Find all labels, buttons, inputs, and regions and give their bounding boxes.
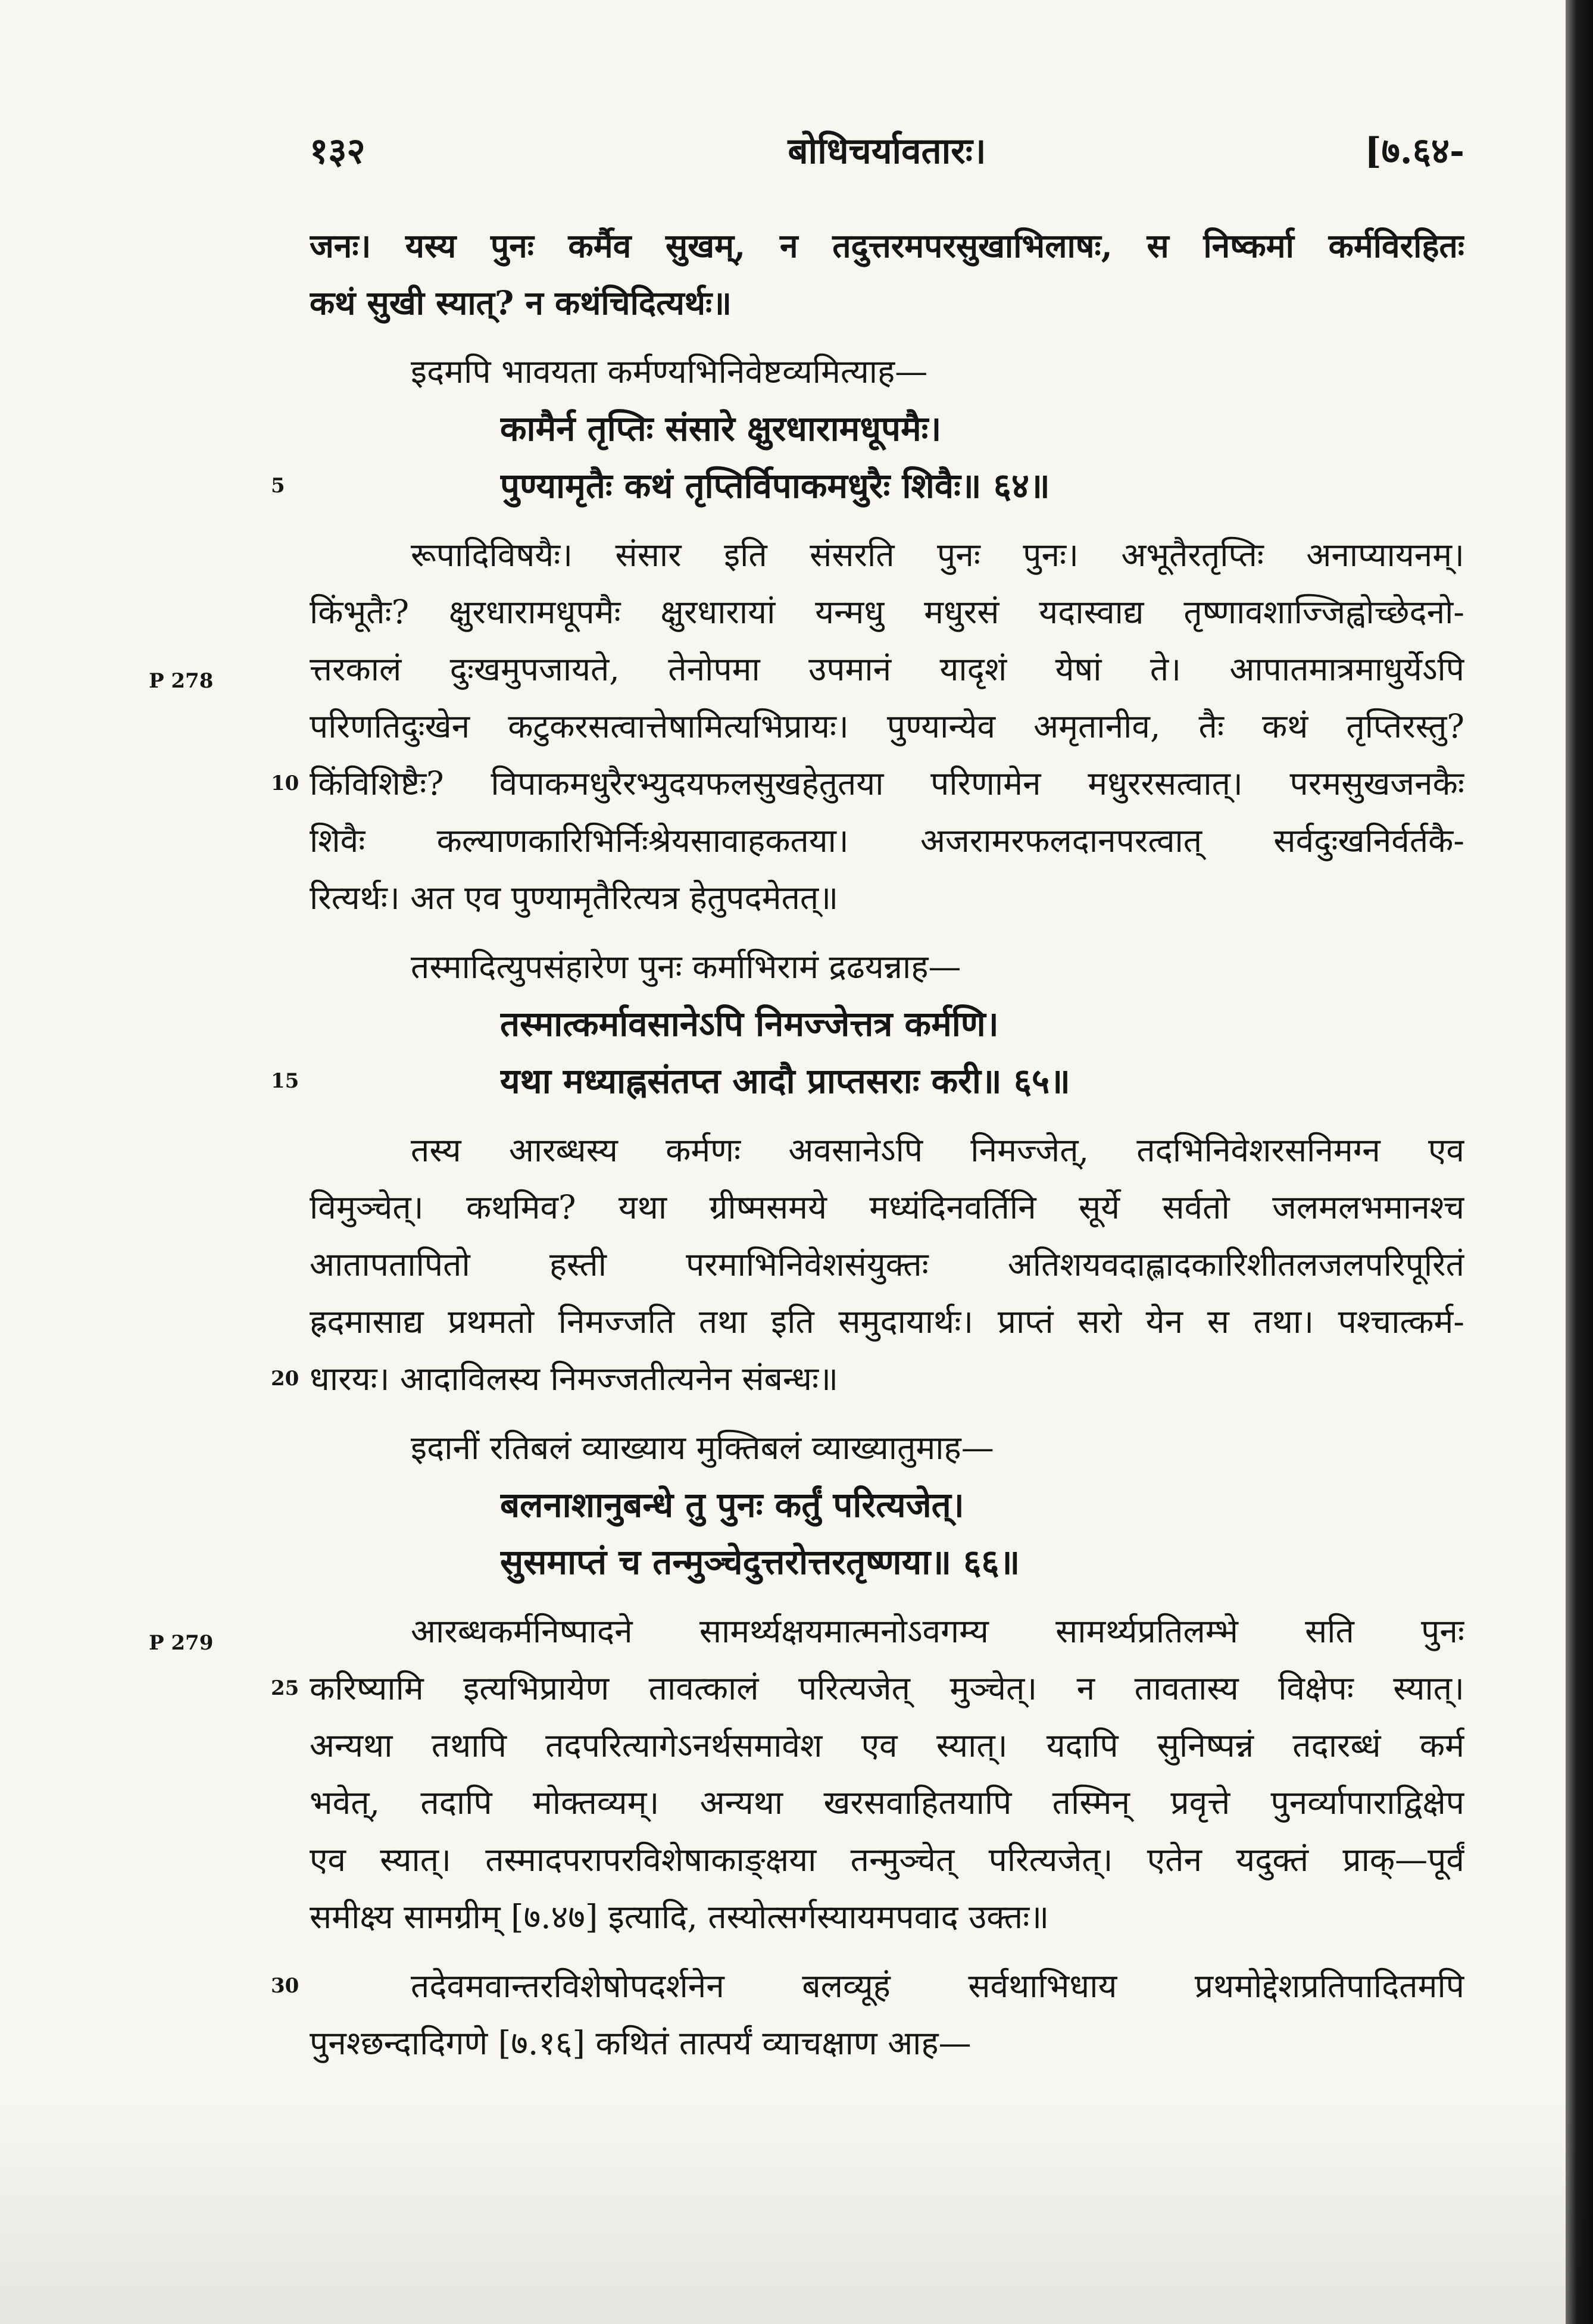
text-line: धारयः। आदाविलस्य निमज्जतीत्यनेन संबन्धः॥ (310, 1360, 839, 1398)
text-line: कथं सुखी स्यात्? न कथंचिदित्यर्थः॥ (310, 283, 732, 322)
verse-reference: [७.६४- (1364, 130, 1464, 172)
scan-bottom-shade (0, 2098, 1593, 2324)
verse-line: कामैर्न तृप्तिः संसारे क्षुरधारामधूपमैः। (500, 408, 942, 449)
line-number: 20 (271, 1367, 299, 1391)
verse-line: बलनाशानुबन्धे तु पुनः कर्तुं परित्यजेत्। (500, 1485, 964, 1525)
text-line: जनः। यस्य पुनः कर्मैव सुखम्, न तदुत्तरमपरसुखाभिलाषः, स निष्कर्मा कर्मविरहितः (310, 226, 1464, 265)
verse-line: पुण्यामृतैः कथं तृप्तिर्विपाकमधुरैः शिवैः॥ ६४॥ (500, 466, 1050, 506)
text-line: तदेवमवान्तरविशेषोपदर्शनेन बलव्यूहं सर्वथाभिधाय प्रथमोद्देशप्रतिपादितमपि (411, 1967, 1464, 2005)
verse-line: तस्मात्कर्मावसानेऽपि निमज्जेत्तत्र कर्मणि। (500, 1004, 999, 1044)
text-line: परिणतिदुःखेन कटुकरसत्वात्तेषामित्यभिप्रायः। पुण्यान्येव अमृतानीव, तैः कथं तृप्तिरस्तु? (310, 707, 1464, 745)
text-line: अन्यथा तथापि तदपरित्यागेऽनर्थसमावेश एव स्यात्। यदापि सुनिष्पन्नं तदारब्धं कर्म (310, 1726, 1464, 1764)
verse-line: सुसमाप्तं च तन्मुञ्चेदुत्तरोत्तरतृष्णया॥ ६६॥ (500, 1542, 1020, 1582)
line-number: 10 (271, 771, 299, 795)
text-line: इदानीं रतिबलं व्याख्याय मुक्तिबलं व्याख्यातुमाह— (411, 1429, 994, 1467)
book-title: बोधिचर्यावतारः। (788, 130, 986, 172)
text-line: पुनश्छन्दादिगणे [७.१६] कथितं तात्पर्यं व्याचक्षाण आह— (310, 2024, 972, 2062)
text-line: ह्रदमासाद्य प्रथमतो निमज्जति तथा इति समुदायार्थः। प्राप्तं सरो येन स तथा। पश्चात्कर्म- (310, 1302, 1464, 1341)
text-line: करिष्यामि इत्यभिप्रायेण तावत्कालं परित्यजेत् मुञ्चेत्। न तावतास्य विक्षेपः स्यात्। (310, 1669, 1464, 1707)
text-line: किंभूतैः? क्षुरधारामधूपमैः क्षुरधारायां यन्मधु मधुरसं यदास्वाद्य तृष्णावशाज्जिह्वोच्छेदनो- (310, 593, 1464, 631)
text-line: रित्यर्थः। अत एव पुण्यामृतैरित्यत्र हेतुपदमेतत्॥ (310, 879, 839, 917)
text-line: समीक्ष्य सामग्रीम् [७.४७] इत्यादि, तस्योत्सर्गस्यायमपवाद उक्तः॥ (310, 1898, 1049, 1936)
text-line: आरब्धकर्मनिष्पादने सामर्थ्यक्षयमात्मनोऽवगम्य सामर्थ्यप्रतिलम्भे सति पुनः (411, 1612, 1464, 1650)
text-line: त्तरकालं दुःखमुपजायते, तेनोपमा उपमानं यादृशं येषां ते। आपातमात्रमाधुर्येऽपि (310, 650, 1464, 688)
line-number: 15 (271, 1069, 299, 1093)
text-line: तस्य आरब्धस्य कर्मणः अवसानेऽपि निमज्जेत्, तदभिनिवेशरसनिमग्न एव (411, 1131, 1464, 1169)
text-line: तस्मादित्युपसंहारेण पुनः कर्माभिरामं द्रढयन्नाह— (411, 948, 961, 986)
line-number: 5 (271, 474, 285, 498)
page-number: १३२ (310, 130, 366, 172)
margin-reference: P 279 (149, 1631, 214, 1655)
text-line: एव स्यात्। तस्मादपरापरविशेषाकाङ्क्षया तन्मुञ्चेत् परित्यजेत्। एतेन यदुक्तं प्राक्—पूर्वं (310, 1841, 1464, 1879)
scan-edge-shadow (1566, 0, 1593, 2324)
margin-reference: P 278 (149, 669, 214, 693)
text-line: भवेत्, तदापि मोक्तव्यम्। अन्यथा खरसवाहितयापि तस्मिन् प्रवृत्ते पुनर्व्यापाराद्विक्षेप (310, 1783, 1464, 1822)
text-line: इदमपि भावयता कर्मण्यभिनिवेष्टव्यमित्याह— (411, 352, 928, 391)
running-header (310, 119, 1464, 185)
line-number: 25 (271, 1676, 299, 1700)
text-line: किंविशिष्टैः? विपाकमधुरैरभ्युदयफलसुखहेतुतया परिणामेन मधुररसत्वात्। परमसुखजनकैः (310, 764, 1464, 802)
text-line: रूपादिविषयैः। संसार इति संसरति पुनः पुनः। अभूतैरतृप्तिः अनाप्यायनम्। (411, 536, 1464, 574)
line-number: 30 (271, 1974, 299, 1998)
text-line: आतापतापितो हस्ती परमाभिनिवेशसंयुक्तः अतिशयवदाह्लादकारिशीतलजलपरिपूरितं (310, 1245, 1464, 1283)
text-line: शिवैः कल्याणकारिभिर्निःश्रेयसावाहकतया। अजरामरफलदानपरत्वात् सर्वदुःखनिर्वर्तकै- (310, 821, 1464, 860)
text-line: विमुञ्चेत्। कथमिव? यथा ग्रीष्मसमये मध्यंदिनवर्तिनि सूर्ये सर्वतो जलमलभमानश्च (310, 1188, 1464, 1226)
verse-line: यथा मध्याह्नसंतप्त आदौ प्राप्तसराः करी॥ ६५॥ (500, 1061, 1070, 1101)
